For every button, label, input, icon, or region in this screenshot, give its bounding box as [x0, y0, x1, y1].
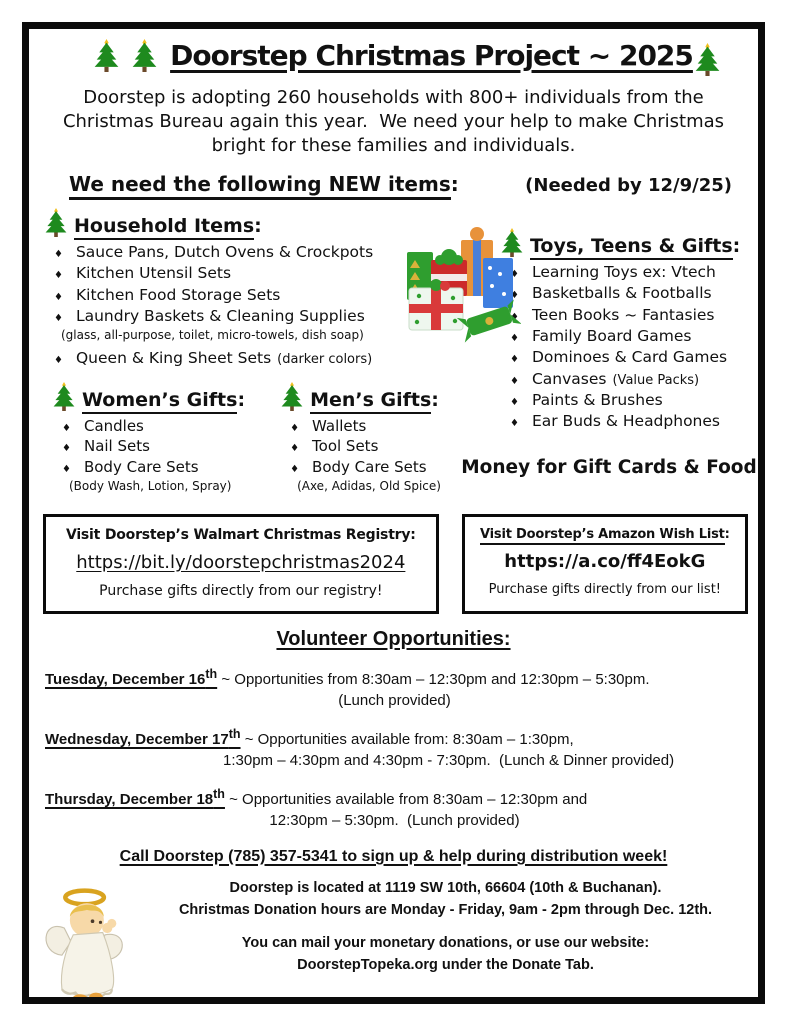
household-list	[45, 242, 445, 328]
footer	[39, 878, 748, 1004]
volunteer-entry: Thursday, December 18th ~ Opportunities available from 8:30am – 12:30pm and 12:30pm – 5:30pm. (Lunch provided)	[45, 786, 744, 831]
box-title: Visit Doorstep’s Amazon Wish List:	[469, 527, 741, 542]
volunteer-detail: 12:30pm – 5:30pm. (Lunch provided)	[269, 811, 520, 829]
box-tagline: Purchase gifts directly from our list!	[488, 581, 721, 597]
volunteer-detail: 1:30pm – 4:30pm and 4:30pm - 7:30pm. (Lunch & Dinner provided)	[223, 751, 675, 769]
christmas-tree-icon	[281, 382, 303, 411]
volunteer-day: Thursday, December 18th	[45, 786, 225, 808]
list-item: ♦ Paints & Brushes	[501, 390, 765, 411]
needed-by-date: (Needed by 12/9/25)	[525, 174, 732, 196]
list-item: ♦ Kitchen Food Storage Sets	[45, 285, 445, 306]
item-note: (darker colors)	[277, 352, 373, 368]
registry-boxes	[43, 514, 748, 614]
intro-line: Christmas Bureau again this year. We need your help to make Christmas	[62, 110, 725, 132]
christmas-tree-icon	[695, 43, 720, 76]
list-item: ♦ Sauce Pans, Dutch Ovens & Crockpots	[45, 242, 445, 263]
list-item: ♦ Body Care Sets	[281, 457, 441, 478]
list-item: ♦ Family Board Games	[501, 326, 765, 347]
volunteer-entry: Tuesday, December 16th ~ Opportunities from 8:30am – 12:30pm and 12:30pm – 5:30pm. (Lunch provided)	[45, 666, 744, 711]
intro-line: Doorstep is adopting 260 households with 800+ individuals from the	[83, 87, 704, 108]
section-toys	[461, 228, 765, 494]
item-note: (Body Wash, Lotion, Spray)	[69, 478, 232, 493]
intro-line: bright for these families and individuals.	[211, 134, 576, 156]
title-row	[39, 39, 748, 72]
christmas-tree-icon	[94, 39, 119, 72]
list-item: ♦ Ear Buds & Headphones	[501, 411, 765, 432]
list-item: ♦ Canvases (Value Packs)	[501, 369, 765, 390]
christmas-tree-icon	[45, 208, 67, 237]
box-tagline: Purchase gifts directly from our registry!	[99, 582, 383, 599]
list-item: ♦ Candles	[53, 416, 245, 437]
volunteer-day: Wednesday, December 17th	[45, 726, 241, 748]
volunteer-heading: Volunteer Opportunities:	[276, 627, 511, 650]
call-to-sign-up-line: Call Doorstep (785) 357-5341 to sign up & help during distribution week!	[119, 847, 668, 865]
list-item: ♦ Kitchen Utensil Sets	[45, 263, 445, 284]
flyer-border	[22, 22, 765, 1004]
section-mens-gifts	[281, 382, 441, 494]
list-item: ♦ Wallets	[281, 416, 441, 437]
need-heading: We need the following NEW items:	[69, 172, 459, 196]
list-item: ♦ Basketballs & Footballs	[501, 283, 765, 304]
household-heading: Household Items:	[45, 208, 445, 237]
walmart-registry-url-link[interactable]: https://bit.ly/doorstepchristmas2024	[76, 551, 406, 573]
list-item: ♦ Laundry Baskets & Cleaning Supplies	[45, 306, 445, 327]
list-item: ♦ Tool Sets	[281, 436, 441, 457]
list-item: ♦ Learning Toys ex: Vtech	[501, 262, 765, 283]
christmas-tree-icon	[53, 382, 75, 411]
gifts-row	[53, 382, 445, 494]
list-item: ♦ Queen & King Sheet Sets (darker colors)	[45, 348, 445, 369]
toys-heading: Toys, Teens & Gifts:	[501, 228, 765, 257]
donation-info: You can mail your monetary donations, or use our website: DoorstepTopeka.org under the Donate Tab.	[241, 935, 650, 973]
item-note: (glass, all-purpose, toilet, micro-towels, dish soap)	[61, 328, 364, 343]
womens-heading: Women’s Gifts:	[53, 382, 245, 411]
intro-text	[39, 86, 748, 158]
volunteer-day: Tuesday, December 16th	[45, 666, 218, 688]
mens-heading: Men’s Gifts:	[281, 382, 441, 411]
location-info: Doorstep is located at 1119 SW 10th, 66604 (10th & Buchanan). Christmas Donation hours are Monday - Friday, 9am - 2pm through Dec. 12th.	[178, 879, 713, 918]
money-line: Money for Gift Cards & Food	[461, 456, 757, 478]
list-item: ♦ Teen Books ~ Fantasies	[501, 305, 765, 326]
volunteer-entry: Wednesday, December 17th ~ Opportunities available from: 8:30am – 1:30pm, 1:30pm – 4:30pm and 4:30pm - 7:30pm. (Lunch & Dinner provided)	[45, 726, 744, 771]
volunteer-detail: (Lunch provided)	[338, 691, 451, 709]
volunteer-section	[39, 628, 748, 831]
list-item: ♦ Dominoes & Card Games	[501, 347, 765, 368]
amazon-wishlist-url-link[interactable]: https://a.co/ff4EokG	[504, 550, 706, 572]
christmas-tree-icon	[132, 39, 157, 72]
list-item: ♦ Body Care Sets	[53, 457, 245, 478]
box-title: Visit Doorstep’s Walmart Christmas Registry:	[65, 526, 416, 543]
item-note: (Axe, Adidas, Old Spice)	[297, 478, 441, 493]
list-item: ♦ Nail Sets	[53, 436, 245, 457]
angel-clipart	[37, 882, 139, 1004]
page-title: Doorstep Christmas Project ~ 2025	[170, 39, 693, 72]
section-household	[45, 208, 445, 494]
items-columns	[45, 208, 757, 494]
section-womens-gifts	[53, 382, 245, 494]
walmart-registry-box	[43, 514, 439, 614]
toys-list	[501, 262, 765, 433]
amazon-wishlist-box	[462, 514, 748, 614]
need-row	[69, 172, 732, 196]
gift-pile-clipart	[397, 224, 521, 344]
